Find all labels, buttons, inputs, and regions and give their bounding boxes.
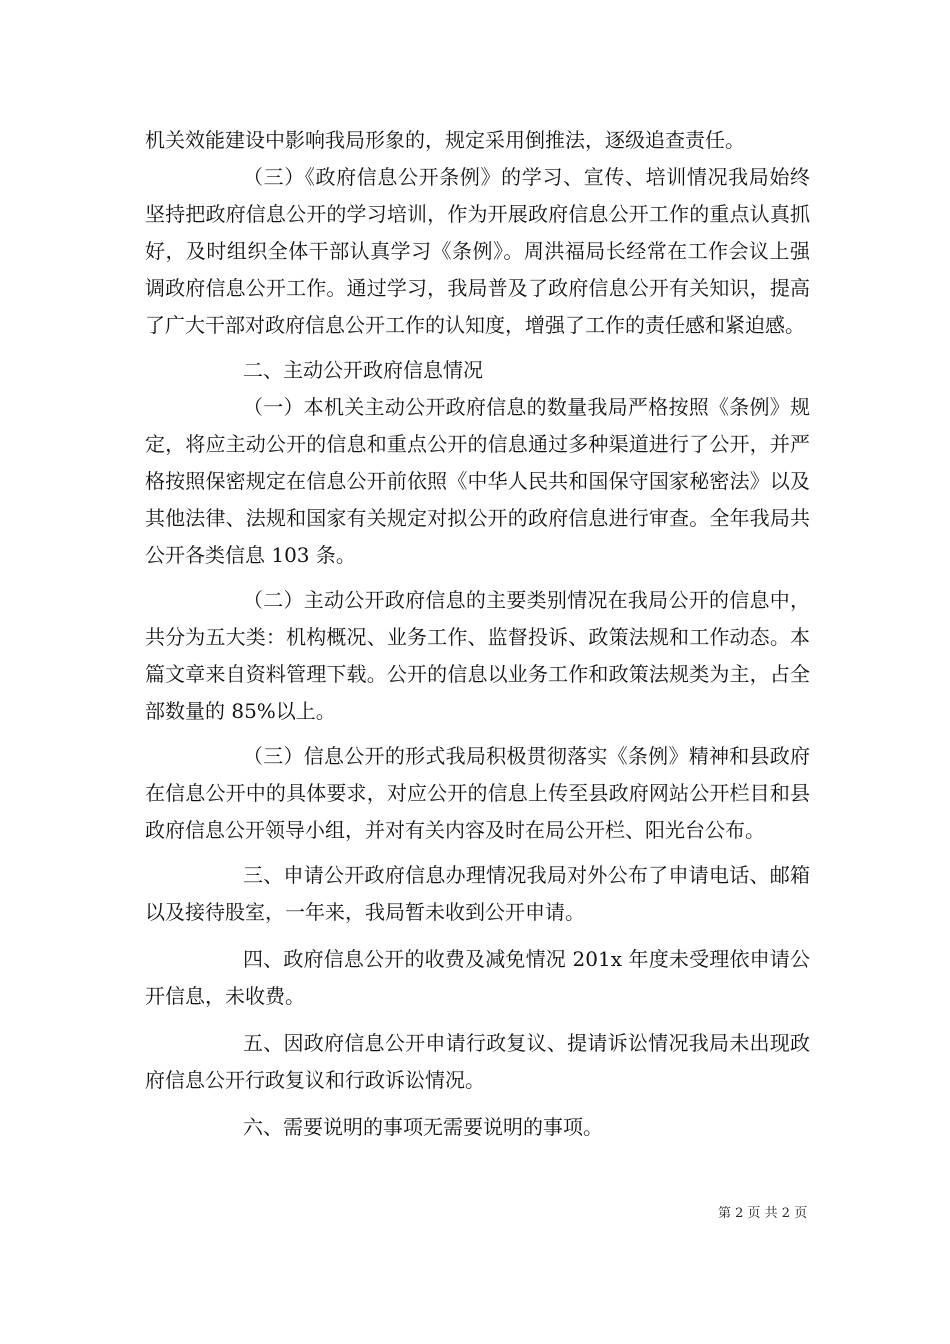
section-heading-active-disclosure: 二、主动公开政府信息情况: [243, 358, 483, 382]
paragraph-notes: 六、需要说明的事项无需要说明的事项。: [243, 1115, 603, 1139]
paragraph-applications: 三、申请公开政府信息办理情况我局对外公布了申请电话、邮箱以及接待股室，一年来，我局暂未收到公开申请。: [145, 863, 810, 924]
paragraph-fees: 四、政府信息公开的收费及减免情况 201x 年度未受理依申请公开信息，未收费。: [145, 947, 810, 1008]
page-number: 第 2 页 共 2 页: [718, 1206, 808, 1221]
paragraph-disclosure-form: （三）信息公开的形式我局积极贯彻落实《条例》精神和县政府在信息公开中的具体要求，对应公开的信息上传至县政府网站公开栏目和县政府信息公开领导小组，并对有关内容及时在局公开栏、阳光台公布。: [145, 744, 810, 842]
paragraph-training: （三）《政府信息公开条例》的学习、宣传、培训情况我局始终坚持把政府信息公开的学习培训，作为开展政府信息公开工作的重点认真抓好，及时组织全体干部认真学习《条例》。周洪福局长经常在工作会议上强调政府信息公开工作。通过学习，我局普及了政府信息公开有关知识，提高了广大干部对政府信息公开工作的认知度，增强了工作的责任感和紧迫感。: [145, 165, 810, 337]
paragraph-continuation: 机关效能建设中影响我局形象的，规定采用倒推法，逐级追查责任。: [145, 128, 745, 152]
paragraph-disclosure-categories: （二）主动公开政府信息的主要类别情况在我局公开的信息中，共分为五大类：机构概况、业务工作、监督投诉、政策法规和工作动态。本篇文章来自资料管理下载。公开的信息以业务工作和政策法规类为主，占全部数量的 85%以上。: [145, 588, 810, 723]
paragraph-disclosure-quantity: （一）本机关主动公开政府信息的数量我局严格按照《条例》规定，将应主动公开的信息和重点公开的信息通过多种渠道进行了公开，并严格按照保密规定在信息公开前依照《中华人民共和国保守国家秘密法》以及其他法律、法规和国家有关规定对拟公开的政府信息进行审查。全年我局共公开各类信息 103 条。: [145, 395, 810, 567]
document-body: [145, 122, 810, 1146]
paragraph-reconsideration: 五、因政府信息公开申请行政复议、提请诉讼情况我局未出现政府信息公开行政复议和行政诉讼情况。: [145, 1031, 810, 1092]
